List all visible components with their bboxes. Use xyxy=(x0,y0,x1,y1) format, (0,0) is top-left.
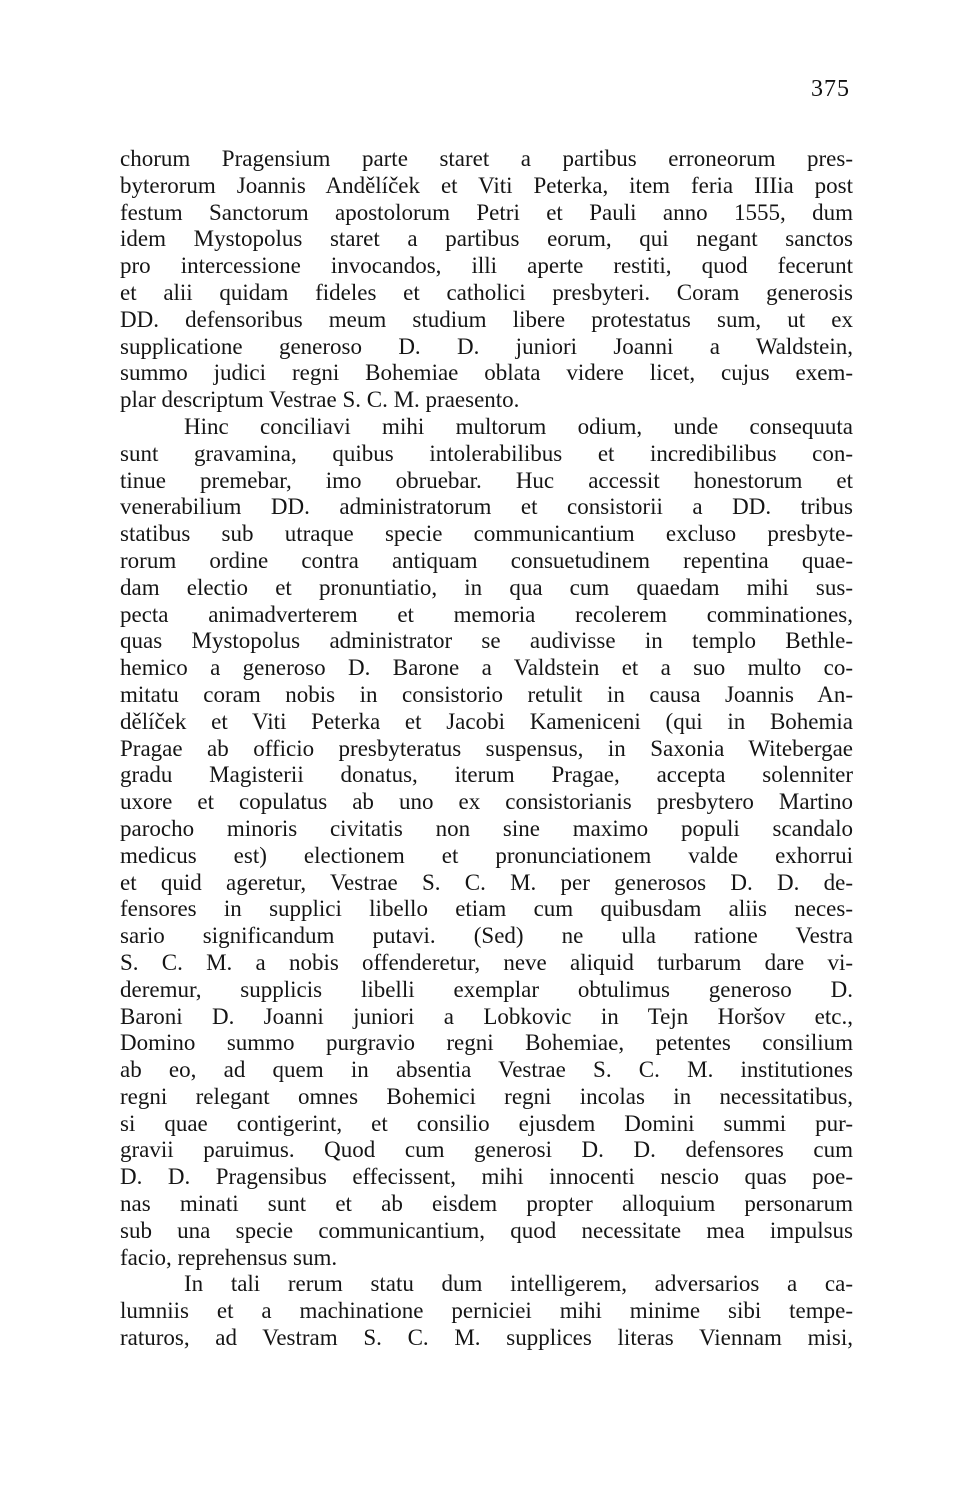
text-line: Baroni D. Joanni juniori a Lobkovic in Tejn Horšov etc., xyxy=(120,1003,853,1029)
text-line: venerabilium DD. administratorum et consistorii a DD. tribus xyxy=(120,494,853,520)
text-line: festum Sanctorum apostolorum Petri et Pauli anno 1555, dum xyxy=(120,199,853,225)
text-line: byterorum Joannis Andělíček et Viti Peterka, item feria IIIia post xyxy=(120,172,853,198)
text-line: Pragae ab officio presbyteratus suspensus, in Saxonia Witebergae xyxy=(120,735,853,761)
text-line: Domino summo purgravio regni Bohemiae, petentes consilium xyxy=(120,1030,853,1056)
text-line: plar descriptum Vestrae S. C. M. praesento. xyxy=(120,387,520,413)
text-line: fensores in supplici libello etiam cum quibusdam aliis neces- xyxy=(120,896,853,922)
text-line: parocho minoris civitatis non sine maximo populi scandalo xyxy=(120,815,853,841)
text-line: deremur, supplicis libelli exemplar obtulimus generoso D. xyxy=(120,976,853,1002)
text-line: mitatu coram nobis in consistorio retulit in causa Joannis An- xyxy=(120,681,853,707)
text-line: lumniis et a machinatione perniciei mihi minime sibi tempe- xyxy=(120,1298,853,1324)
text-line: sunt gravamina, quibus intolerabilibus et incredibilibus con- xyxy=(120,440,853,466)
text-line: supplicatione generoso D. D. juniori Joanni a Waldstein, xyxy=(120,333,853,359)
text-line: DD. defensoribus meum studium libere protestatus sum, ut ex xyxy=(120,306,853,332)
text-line: dělíček et Viti Peterka et Jacobi Kameniceni (qui in Bohemia xyxy=(120,708,853,734)
text-line: statibus sub utraque specie communicantium excluso presbyte- xyxy=(120,521,853,547)
text-line: S. C. M. a nobis offenderetur, neve aliquid turbarum dare vi- xyxy=(120,949,853,975)
text-line: pecta animadverterem et memoria recolerem comminationes, xyxy=(120,601,853,627)
text-line: idem Mystopolus staret a partibus eorum, qui negant sanctos xyxy=(120,226,853,252)
text-line: In tali rerum statu dum intelligerem, adversarios a ca- xyxy=(184,1271,853,1297)
text-line: et quid ageretur, Vestrae S. C. M. per generosos D. D. de- xyxy=(120,869,853,895)
text-line: ab eo, ad quem in absentia Vestrae S. C. M. institutiones xyxy=(120,1057,853,1083)
text-line: facio, reprehensus sum. xyxy=(120,1244,338,1270)
text-line: rorum ordine contra antiquam consuetudinem repentina quae- xyxy=(120,547,853,573)
text-line: et alii quidam fideles et catholici presbyteri. Coram generosis xyxy=(120,279,853,305)
text-line: quas Mystopolus administrator se audivisse in templo Bethle- xyxy=(120,628,853,654)
text-line: uxore et copulatus ab uno ex consistorianis presbytero Martino xyxy=(120,789,853,815)
text-line: nas minati sunt et ab eisdem propter alloquium personarum xyxy=(120,1191,853,1217)
text-line: Hinc conciliavi mihi multorum odium, unde consequuta xyxy=(184,413,853,439)
text-line: raturos, ad Vestram S. C. M. supplices literas Viennam misi, xyxy=(120,1325,853,1351)
text-line: gravii paruimus. Quod cum generosi D. D. defensores cum xyxy=(120,1137,853,1163)
text-line: medicus est) electionem et pronunciationem valde exhorrui xyxy=(120,842,853,868)
text-line: si quae contigerint, et consilio ejusdem Domini summi pur- xyxy=(120,1110,853,1136)
text-line: D. D. Pragensibus effecissent, mihi innocenti nescio quas poe- xyxy=(120,1164,853,1190)
text-line: summo judici regni Bohemiae oblata videre licet, cujus exem- xyxy=(120,360,853,386)
body-text xyxy=(120,146,853,1352)
text-line: tinue premebar, imo obruebar. Huc accessit honestorum et xyxy=(120,467,853,493)
text-line: pro intercessione invocandos, illi aperte restiti, quod fecerunt xyxy=(120,253,853,279)
text-line: gradu Magisterii donatus, iterum Pragae, accepta solenniter xyxy=(120,762,853,788)
text-line: hemico a generoso D. Barone a Valdstein et a suo multo co- xyxy=(120,655,853,681)
text-line: sario significandum putavi. (Sed) ne ulla ratione Vestra xyxy=(120,923,853,949)
text-line: dam electio et pronuntiatio, in qua cum quaedam mihi sus- xyxy=(120,574,853,600)
text-line: regni relegant omnes Bohemici regni incolas in necessitatibus, xyxy=(120,1083,853,1109)
text-line: chorum Pragensium parte staret a partibus erroneorum pres- xyxy=(120,146,853,171)
page-number: 375 xyxy=(811,76,850,102)
text-line: sub una specie communicantium, quod necessitate mea impulsus xyxy=(120,1217,853,1243)
